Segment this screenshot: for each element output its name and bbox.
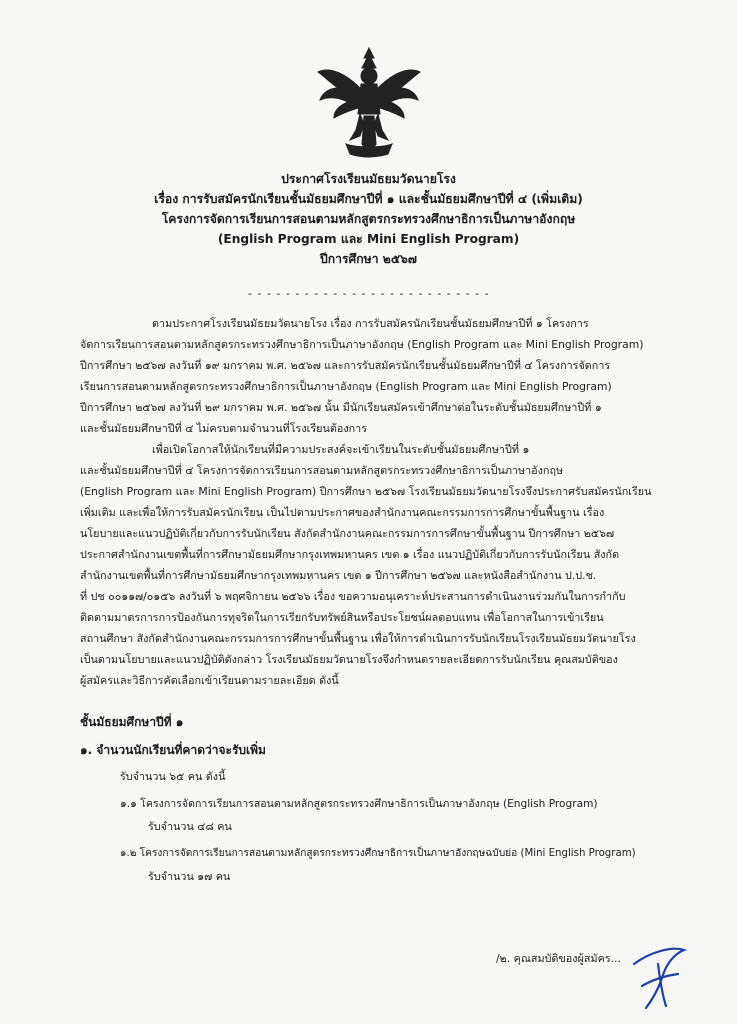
paragraph1-line: ปีการศึกษา ๒๕๖๗ ลงวันที่ ๒๙ มกราคม พ.ศ. ๒๕๖๗ นั้น มีนักเรียนสมัครเข้าศึกษาต่อในระดับชั้นมัธยมศึกษาปีที่ ๑ <box>80 401 602 414</box>
paragraph2-line: สำนักงานเขตพื้นที่การศึกษามัธยมศึกษากรุงเทพมหานคร เขต ๑ ปีการศึกษา ๒๕๖๗ และหนังสือสำนักงาน ป.ป.ช. <box>80 569 597 582</box>
academic-year: ปีการศึกษา ๒๕๖๗ <box>320 252 417 266</box>
project-name: โครงการจัดการเรียนการสอนตามหลักสูตรกระทรวงศึกษาธิการเป็นภาษาอังกฤษ <box>161 212 576 226</box>
item1-2-label: ๑.๒ โครงการจัดการเรียนการสอนตามหลักสูตรกระทรวงศึกษาธิการเป็นภาษาอังกฤษฉบับย่อ (Mini English Program) <box>120 848 636 859</box>
continuation-note: /๒. คุณสมบัติของผู้สมัคร... <box>496 952 621 965</box>
paragraph1-line: ตามประกาศโรงเรียนมัธยมวัดนายโรง เรื่อง การรับสมัครนักเรียนชั้นมัธยมศึกษาปีที่ ๑ โครงการ <box>152 317 589 330</box>
paragraph2-line: และชั้นมัธยมศึกษาปีที่ ๔ โครงการจัดการเรียนการสอนตามหลักสูตรกระทรวงศึกษาธิการเป็นภาษาอังกฤษ <box>80 464 564 477</box>
paragraph1-line: ปีการศึกษา ๒๕๖๗ ลงวันที่ ๑๙ มกราคม พ.ศ. ๒๕๖๗ และการรับสมัครนักเรียนชั้นมัธยมศึกษาปีที่ ๔ โครงการจัดการ <box>80 359 611 372</box>
paragraph2-line: ติดตามมาตรการการป้องกันการทุจริตในการเรียกรับทรัพย์สินหรือประโยชน์ผลตอบแทน เพื่อโอกาสในการเข้าเรียน <box>80 611 604 624</box>
item1-1-count: รับจำนวน ๔๘ คน <box>148 820 232 833</box>
announcement-subject: เรื่อง การรับสมัครนักเรียนชั้นมัธยมศึกษาปีที่ ๑ และชั้นมัธยมศึกษาปีที่ ๔ (เพิ่มเติม) <box>154 192 583 206</box>
item1-heading: ๑. จำนวนนักเรียนที่คาดว่าจะรับเพิ่ม <box>80 743 266 757</box>
paragraph2-line: ประกาศสำนักงานเขตพื้นที่การศึกษามัธยมศึกษากรุงเทพมหานคร เขต ๑ เรื่อง แนวปฏิบัติเกี่ยวกับการรับนักเรียน สังกัด <box>80 548 620 561</box>
announcement-title: ประกาศโรงเรียนมัธยมวัดนายโรง <box>281 172 456 186</box>
paragraph2-line: เป็นตามนโยบายและแนวปฏิบัติดังกล่าว โรงเรียนมัธยมวัดนายโรงจึงกำหนดรายละเอียดการรับนักเรียน คุณสมบัติของ <box>80 653 618 666</box>
item1-total: รับจำนวน ๖๕ คน ดังนี้ <box>120 770 226 783</box>
paragraph2-line: ผู้สมัครและวิธีการคัดเลือกเข้าเรียนตามรายละเอียด ดังนี้ <box>80 674 339 687</box>
paragraph2-line: เพื่อเปิดโอกาสให้นักเรียนที่มีความประสงค์จะเข้าเรียนในระดับชั้นมัธยมศึกษาปีที่ ๑ <box>152 443 530 456</box>
paragraph2-line: สถานศึกษา สังกัดสำนักงานคณะกรรมการการศึกษาขั้นพื้นฐาน เพื่อให้การดำเนินการรับนักเรียนโรงเรียนมัธยมวัดนายโรง <box>80 632 636 645</box>
item1-1-label: ๑.๑ โครงการจัดการเรียนการสอนตามหลักสูตรกระทรวงศึกษาธิการเป็นภาษาอังกฤษ (English Program) <box>120 798 598 810</box>
item1-2-count: รับจำนวน ๑๗ คน <box>148 870 231 883</box>
section-heading: ชั้นมัธยมศึกษาปีที่ ๑ <box>80 715 184 729</box>
program-name: (English Program และ Mini English Program) <box>217 232 520 246</box>
title-separator: - - - - - - - - - - - - - - - - - - - - - - - - - - <box>248 287 490 300</box>
paragraph2-line: เพิ่มเติม และเพื่อให้การรับสมัครนักเรียน เป็นไปตามประกาศของสำนักงานคณะกรรมการการศึกษาขั้นพื้นฐาน เรื่อง <box>80 506 605 519</box>
garuda-emblem-icon <box>316 44 422 162</box>
paragraph1-line: และชั้นมัธยมศึกษาปีที่ ๔ ไม่ครบตามจำนวนที่โรงเรียนต้องการ <box>80 422 367 435</box>
paragraph1-line: เรียนการสอนตามหลักสูตรกระทรวงศึกษาธิการเป็นภาษาอังกฤษ (English Program และ Mini English Program) <box>80 380 612 393</box>
signature-icon <box>622 934 692 1014</box>
paragraph2-line: (English Program และ Mini English Program) ปีการศึกษา ๒๕๖๗ โรงเรียนมัธยมวัดนายโรงจึงประกาศรับสมัครนักเรียน <box>80 485 652 498</box>
paragraph1-line: จัดการเรียนการสอนตามหลักสูตรกระทรวงศึกษาธิการเป็นภาษาอังกฤษ (English Program และ Mini English Program) <box>80 338 644 351</box>
paragraph2-line: นโยบายและแนวปฏิบัติเกี่ยวกับการรับนักเรียน สังกัดสำนักงานคณะกรรมการการศึกษาขั้นพื้นฐาน ปีการศึกษา ๒๕๖๗ <box>80 527 615 540</box>
paragraph2-line: ที่ ปช ๐๐๑๑๗/๐๑๕๖ ลงวันที่ ๖ พฤศจิกายน ๒๕๖๖ เรื่อง ขอความอนุเคราะห์ประสานการดำเนินงานร่วมกันในการกำกับ <box>80 590 626 603</box>
